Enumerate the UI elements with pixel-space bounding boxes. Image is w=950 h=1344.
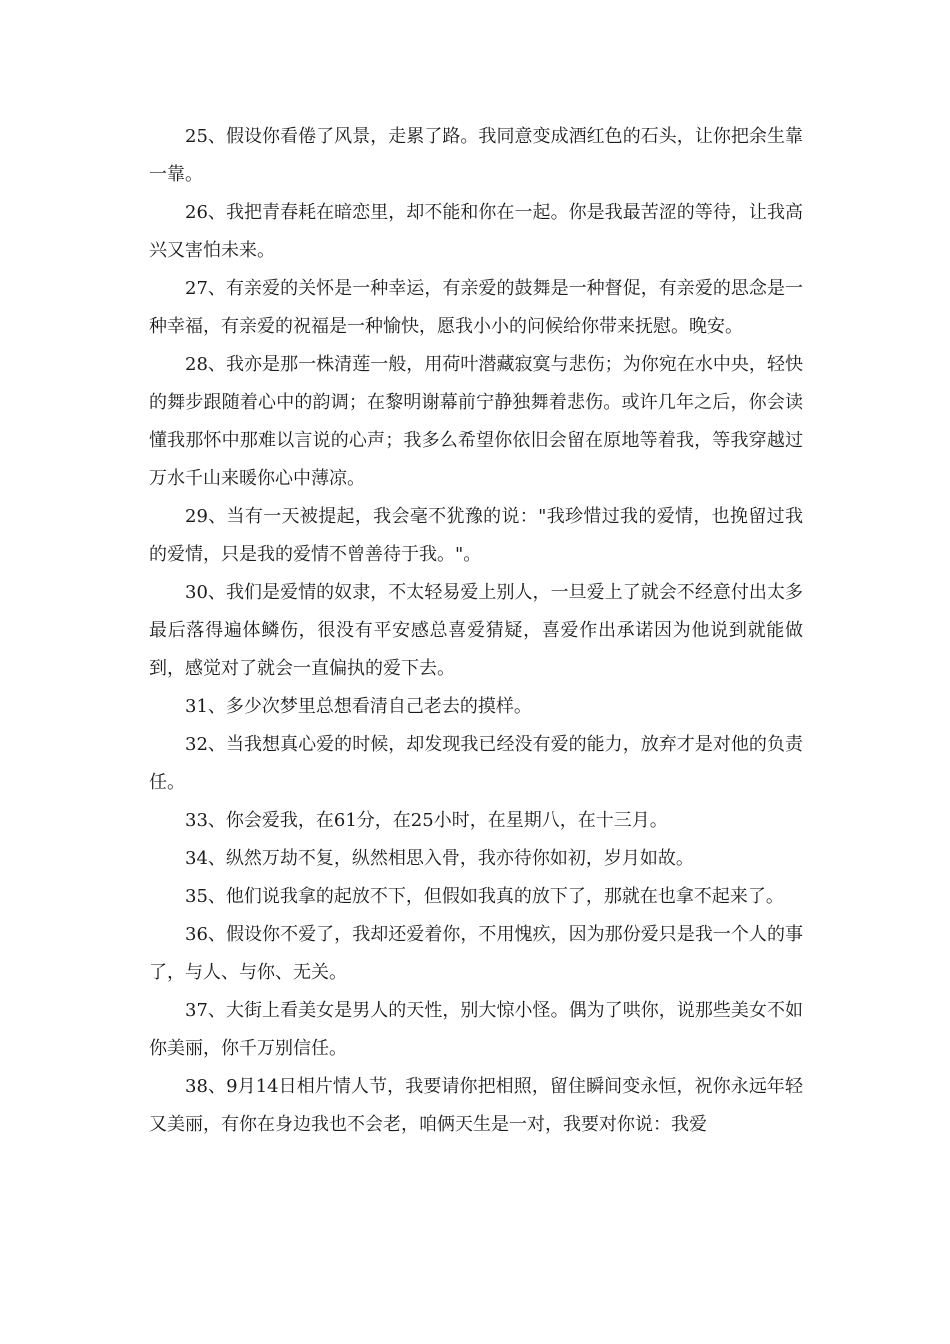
paragraph-36: 36、假设你不爱了，我却还爱着你，不用愧疚，因为那份爱只是我一个人的事了，与人、与你、无关。 (149, 924, 803, 983)
paragraph-38: 38、9月14日相片情人节，我要请你把相照，留住瞬间变永恒，祝你永远年轻又美丽，有你在身边我也不会老，咱俩天生是一对，我要对你说：我爱 (149, 1076, 803, 1135)
paragraph-26: 26、我把青春耗在暗恋里，却不能和你在一起。你是我最苦涩的等待，让我高兴又害怕未来。 (149, 202, 803, 261)
paragraph-31: 31、多少次梦里总想看清自己老去的摸样。 (185, 696, 532, 717)
paragraph-27: 27、有亲爱的关怀是一种幸运，有亲爱的鼓舞是一种督促，有亲爱的思念是一种幸福，有亲爱的祝福是一种愉快，愿我小小的问候给你带来抚慰。晚安。 (149, 278, 803, 337)
paragraph-28: 28、我亦是那一株清莲一般，用荷叶潜藏寂寞与悲伤；为你宛在水中央，轻快的舞步跟随着心中的韵调；在黎明谢幕前宁静独舞着悲伤。或许几年之后，你会读懂我那怀中那难以言说的心声；我多么希望你依旧会留在原地等着我，等我穿越过万水千山来暖你心中薄凉。 (149, 354, 803, 489)
paragraph-33: 33、你会爱我，在61分，在25小时，在星期八，在十三月。 (185, 810, 668, 831)
paragraph-34: 34、纵然万劫不复，纵然相思入骨，我亦待你如初，岁月如故。 (185, 848, 694, 869)
paragraph-37: 37、大街上看美女是男人的天性，别大惊小怪。偶为了哄你，说那些美女不如你美丽，你千万别信任。 (149, 1000, 803, 1059)
document-page (149, 118, 803, 1144)
paragraph-25: 25、假设你看倦了风景，走累了路。我同意变成酒红色的石头，让你把余生靠一靠。 (149, 126, 803, 185)
paragraph-29: 29、当有一天被提起，我会毫不犹豫的说："我珍惜过我的爱情，也挽留过我的爱情，只是我的爱情不曾善待于我。"。 (149, 506, 803, 565)
paragraph-32: 32、当我想真心爱的时候，却发现我已经没有爱的能力，放弃才是对他的负责任。 (149, 734, 803, 793)
paragraph-30: 30、我们是爱情的奴隶，不太轻易爱上别人，一旦爱上了就会不经意付出太多最后落得遍体鳞伤，很没有平安感总喜爱猜疑，喜爱作出承诺因为他说到就能做到，感觉对了就会一直偏执的爱下去。 (149, 582, 803, 679)
paragraph-35: 35、他们说我拿的起放不下，但假如我真的放下了，那就在也拿不起来了。 (185, 886, 784, 907)
